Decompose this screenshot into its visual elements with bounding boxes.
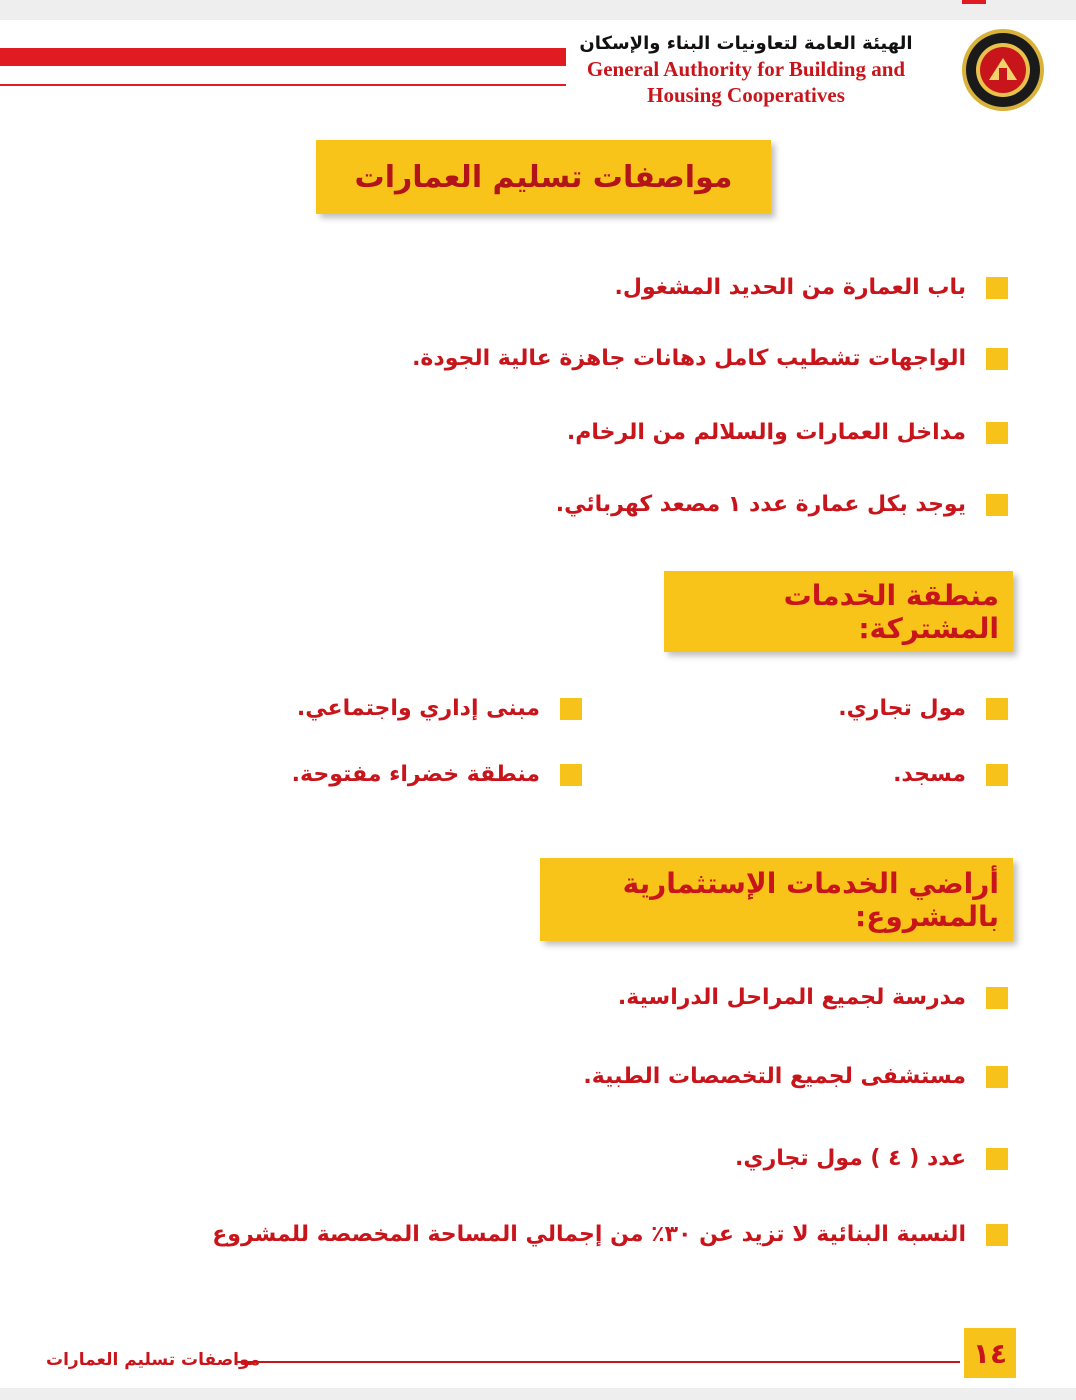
top-edge-tick [962,0,986,4]
list-item-text: منطقة خضراء مفتوحة. [291,762,540,787]
investment-section-banner [540,858,1013,941]
organization-name [536,32,956,108]
authority-logo-emblem [961,28,1045,112]
list-item [412,346,1008,371]
page-number: ١٤ [972,1336,1008,1370]
page-title: مواصفات تسليم العمارات [354,159,733,195]
list-item [556,492,1008,517]
list-item [212,1222,1008,1247]
list-item [292,762,582,787]
list-item-text: مسجد. [893,762,966,787]
list-item-text: مبنى إداري واجتماعي. [296,696,540,721]
bullet-square-icon [986,277,1008,299]
list-item [615,275,1009,300]
list-item-text: مدرسة لجميع المراحل الدراسية. [617,985,966,1010]
page-number-badge [964,1328,1016,1378]
bullet-square-icon [986,1148,1008,1170]
services-section-banner [664,571,1013,652]
org-name-arabic: الهيئة العامة لتعاونيات البناء والإسكان [579,33,913,54]
bullet-square-icon [986,764,1008,786]
list-item [567,420,1008,445]
top-edge-bar [0,0,1076,20]
list-item [583,1064,1008,1089]
bullet-square-icon [986,1066,1008,1088]
header-red-line [0,84,566,86]
list-item-text: النسبة البنائية لا تزيد عن ٣٠٪ من إجمالي المساحة المخصصة للمشروع [212,1222,966,1247]
header-red-band [0,48,566,66]
bullet-square-icon [986,1224,1008,1246]
bullet-square-icon [986,698,1008,720]
list-item-text: الواجهات تشطيب كامل دهانات جاهزة عالية الجودة. [412,346,966,371]
list-item [838,696,1008,721]
footer-divider [236,1361,960,1363]
services-section-title: منطقة الخدمات المشتركة: [783,578,999,645]
list-item-text: مول تجاري. [838,696,966,721]
list-item [735,1146,1008,1171]
list-item [893,762,1008,787]
bullet-square-icon [986,494,1008,516]
bullet-square-icon [560,764,582,786]
list-item-text: باب العمارة من الحديد المشغول. [614,275,966,300]
list-item [297,696,582,721]
org-name-english-line1: General Authority for Building and [586,57,906,81]
list-item-text: مستشفى لجميع التخصصات الطبية. [583,1064,966,1089]
bullet-square-icon [560,698,582,720]
investment-section-title: أراضي الخدمات الإستثمارية بالمشروع: [622,866,999,933]
bottom-edge-bar [0,1388,1076,1400]
list-item-text: يوجد بكل عمارة عدد ١ مصعد كهربائي. [555,492,966,517]
list-item [618,985,1008,1010]
bullet-square-icon [986,422,1008,444]
list-item-text: مداخل العمارات والسلالم من الرخام. [566,420,966,445]
footer-section-title: مواصفات تسليم العمارات [46,1350,261,1370]
bullet-square-icon [986,348,1008,370]
list-item-text: عدد ( ٤ ) مول تجاري. [735,1146,966,1171]
org-name-english-line2: Housing Cooperatives [647,83,845,107]
page-title-banner [316,140,771,214]
bullet-square-icon [986,987,1008,1009]
